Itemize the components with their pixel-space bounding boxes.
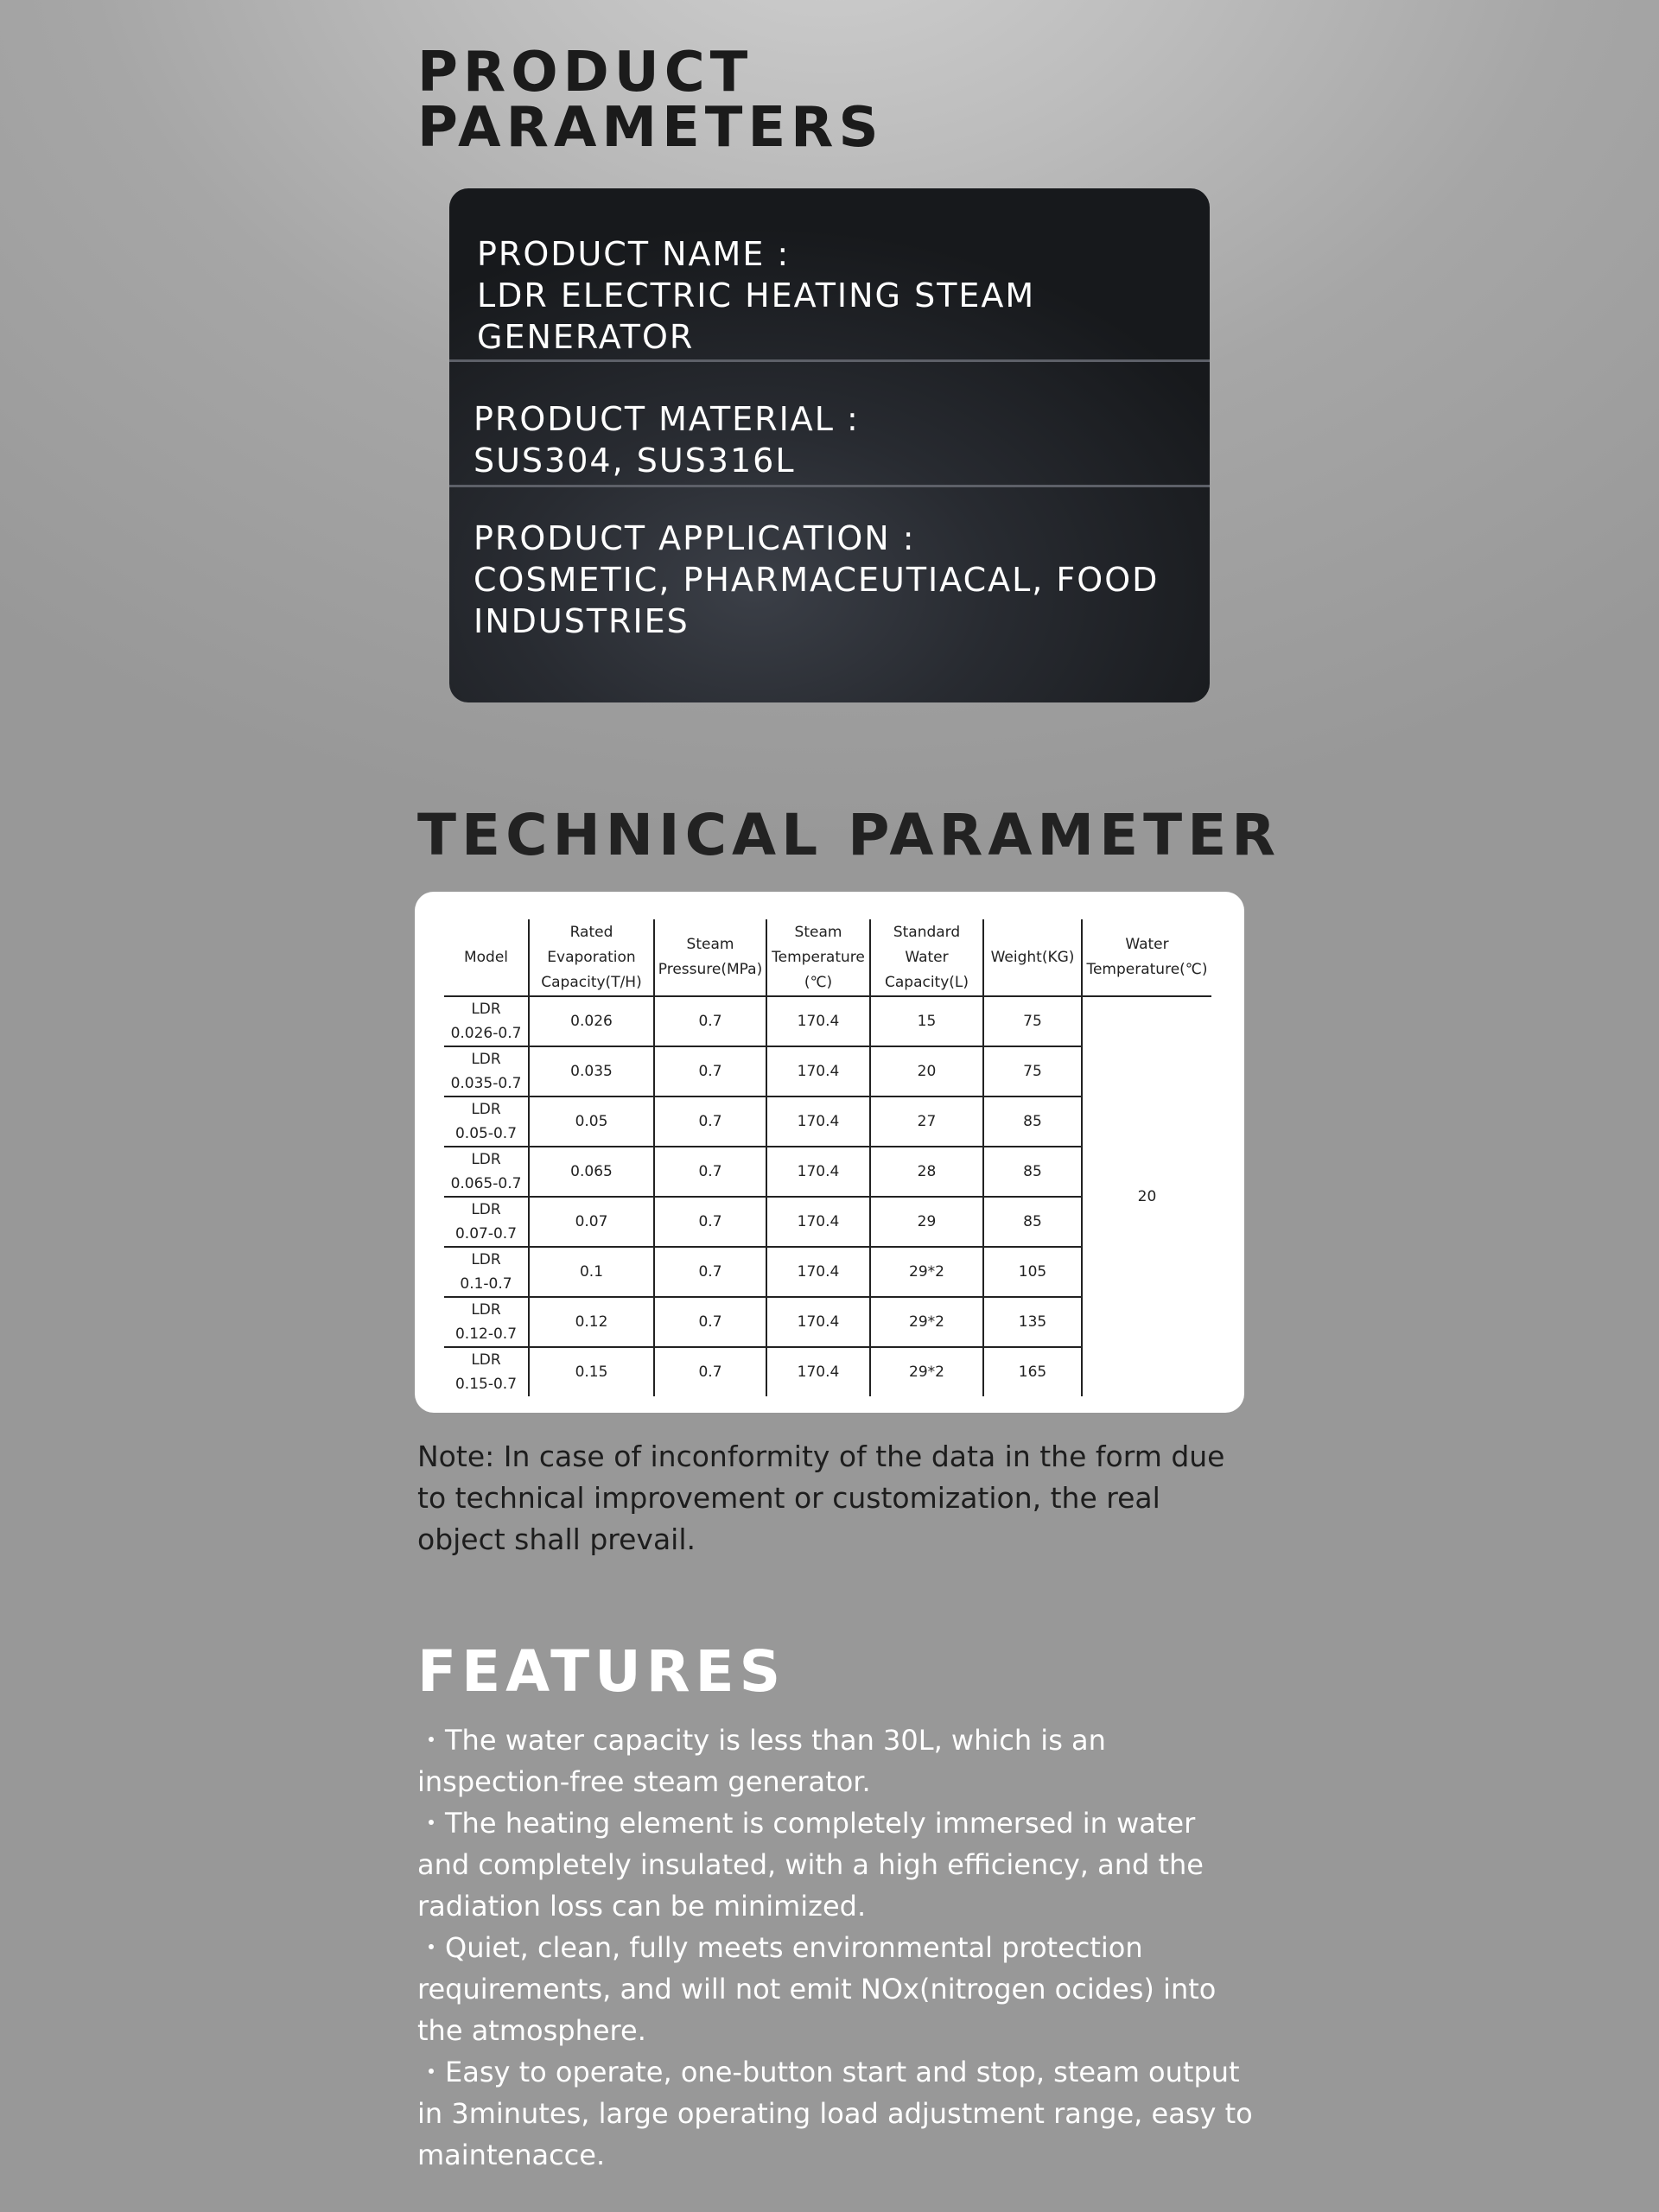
list-item <box>417 1719 1255 1802</box>
model-code: 0.15-0.7 <box>454 1376 518 1393</box>
temperature-cell: 170.4 <box>766 1347 870 1396</box>
model-code: 0.07-0.7 <box>454 1225 518 1243</box>
bullet-icon: ・ <box>417 1724 446 1757</box>
temperature-cell: 170.4 <box>766 1096 870 1147</box>
water-capacity-cell: 27 <box>870 1096 983 1147</box>
feature-text: The water capacity is less than 30L, which is an inspection-free steam generator. <box>417 1724 1106 1798</box>
pressure-cell: 0.7 <box>654 996 766 1046</box>
capacity-cell: 0.15 <box>529 1347 654 1396</box>
model-prefix: LDR <box>471 1051 501 1068</box>
model-code: 0.12-0.7 <box>454 1325 518 1343</box>
pressure-cell: 0.7 <box>654 1347 766 1396</box>
product-application-block <box>474 518 1159 642</box>
weight-cell: 165 <box>983 1347 1082 1396</box>
weight-cell: 105 <box>983 1247 1082 1297</box>
water-capacity-cell: 28 <box>870 1147 983 1197</box>
list-item <box>417 1802 1255 1927</box>
model-prefix: LDR <box>471 1301 501 1319</box>
bullet-icon: ・ <box>417 1807 446 1840</box>
technical-parameter-table <box>444 919 1211 1396</box>
features-list <box>417 1719 1255 2176</box>
weight-cell: 85 <box>983 1147 1082 1197</box>
header-water-temperature: Water Temperature(℃) <box>1082 919 1211 996</box>
pressure-cell: 0.7 <box>654 1247 766 1297</box>
model-code: 0.026-0.7 <box>450 1025 522 1042</box>
feature-text: Quiet, clean, fully meets environmental protection requirements, and will not emit NOx(nitrogen ocides) into the atmosphere. <box>417 1931 1217 2047</box>
temperature-cell: 170.4 <box>766 1247 870 1297</box>
capacity-cell: 0.05 <box>529 1096 654 1147</box>
model-cell <box>444 1297 529 1347</box>
model-cell <box>444 1046 529 1096</box>
model-cell <box>444 1347 529 1396</box>
model-prefix: LDR <box>471 1201 501 1218</box>
model-cell <box>444 996 529 1046</box>
product-name-label: PRODUCT NAME : <box>477 235 791 273</box>
capacity-cell: 0.065 <box>529 1147 654 1197</box>
bullet-icon: ・ <box>417 2056 446 2088</box>
model-code: 0.065-0.7 <box>450 1175 522 1192</box>
model-prefix: LDR <box>471 1101 501 1118</box>
model-code: 0.1-0.7 <box>460 1275 512 1293</box>
weight-cell: 85 <box>983 1197 1082 1247</box>
title-line-1: PRODUCT <box>417 41 753 105</box>
model-cell <box>444 1147 529 1197</box>
temperature-cell: 170.4 <box>766 1297 870 1347</box>
temperature-cell: 170.4 <box>766 996 870 1046</box>
water-capacity-cell: 29 <box>870 1197 983 1247</box>
model-prefix: LDR <box>471 1351 501 1369</box>
water-temperature-cell: 20 <box>1082 996 1211 1396</box>
weight-cell: 135 <box>983 1297 1082 1347</box>
product-parameters-title <box>417 41 1022 160</box>
model-code: 0.035-0.7 <box>450 1075 522 1092</box>
water-capacity-cell: 20 <box>870 1046 983 1096</box>
product-name-value-line-2: GENERATOR <box>477 318 695 356</box>
header-steam-pressure: Steam Pressure(MPa) <box>654 919 766 996</box>
feature-text: Easy to operate, one-button start and stop, steam output in 3minutes, large operating load adjustment range, easy to maintenacce. <box>417 2056 1253 2171</box>
product-application-value-line-2: INDUSTRIES <box>474 602 690 640</box>
temperature-cell: 170.4 <box>766 1147 870 1197</box>
model-cell <box>444 1247 529 1297</box>
table-row <box>444 996 1211 1046</box>
model-code: 0.05-0.7 <box>454 1125 518 1142</box>
pressure-cell: 0.7 <box>654 1197 766 1247</box>
capacity-cell: 0.12 <box>529 1297 654 1347</box>
capacity-cell: 0.1 <box>529 1247 654 1297</box>
model-prefix: LDR <box>471 1001 501 1018</box>
product-material-value: SUS304, SUS316L <box>474 442 796 480</box>
model-prefix: LDR <box>471 1251 501 1268</box>
water-capacity-cell: 29*2 <box>870 1297 983 1347</box>
pressure-cell: 0.7 <box>654 1297 766 1347</box>
product-application-label: PRODUCT APPLICATION : <box>474 519 916 557</box>
feature-text: The heating element is completely immersed in water and completely insulated, with a high efficiency, and the radiation loss can be minimized. <box>417 1807 1204 1923</box>
weight-cell: 75 <box>983 1046 1082 1096</box>
data-disclaimer-note: Note: In case of inconformity of the data in the form due to technical improvement or customization, the real object shall prevail. <box>417 1440 1225 1556</box>
weight-cell: 85 <box>983 1096 1082 1147</box>
technical-parameter-title: TECHNICAL PARAMETER <box>417 802 1281 868</box>
product-material-block <box>474 398 860 481</box>
product-name-value-line-1: LDR ELECTRIC HEATING STEAM <box>477 276 1036 315</box>
model-cell <box>444 1197 529 1247</box>
header-evaporation-capacity: Rated Evaporation Capacity(T/H) <box>529 919 654 996</box>
water-capacity-cell: 29*2 <box>870 1347 983 1396</box>
header-weight: Weight(KG) <box>983 919 1082 996</box>
technical-table-card <box>415 892 1244 1413</box>
title-line-2: PARAMETERS <box>417 96 884 160</box>
product-info-card <box>449 188 1210 702</box>
model-prefix: LDR <box>471 1151 501 1168</box>
water-capacity-cell: 15 <box>870 996 983 1046</box>
product-application-value-line-1: COSMETIC, PHARMACEUTIACAL, FOOD <box>474 561 1160 599</box>
capacity-cell: 0.026 <box>529 996 654 1046</box>
temperature-cell: 170.4 <box>766 1046 870 1096</box>
product-name-block <box>477 233 1035 358</box>
header-model: Model <box>444 919 529 996</box>
card-divider <box>449 359 1210 362</box>
pressure-cell: 0.7 <box>654 1096 766 1147</box>
temperature-cell: 170.4 <box>766 1197 870 1247</box>
capacity-cell: 0.035 <box>529 1046 654 1096</box>
capacity-cell: 0.07 <box>529 1197 654 1247</box>
pressure-cell: 0.7 <box>654 1046 766 1096</box>
bullet-icon: ・ <box>417 1931 446 1964</box>
list-item <box>417 1927 1255 2051</box>
pressure-cell: 0.7 <box>654 1147 766 1197</box>
product-material-label: PRODUCT MATERIAL : <box>474 400 860 438</box>
table-header-row <box>444 919 1211 996</box>
card-divider <box>449 485 1210 487</box>
header-steam-temperature: Steam Temperature (℃) <box>766 919 870 996</box>
model-cell <box>444 1096 529 1147</box>
weight-cell: 75 <box>983 996 1082 1046</box>
features-title: FEATURES <box>417 1638 786 1705</box>
water-capacity-cell: 29*2 <box>870 1247 983 1297</box>
list-item <box>417 2051 1255 2176</box>
header-water-capacity: Standard Water Capacity(L) <box>870 919 983 996</box>
